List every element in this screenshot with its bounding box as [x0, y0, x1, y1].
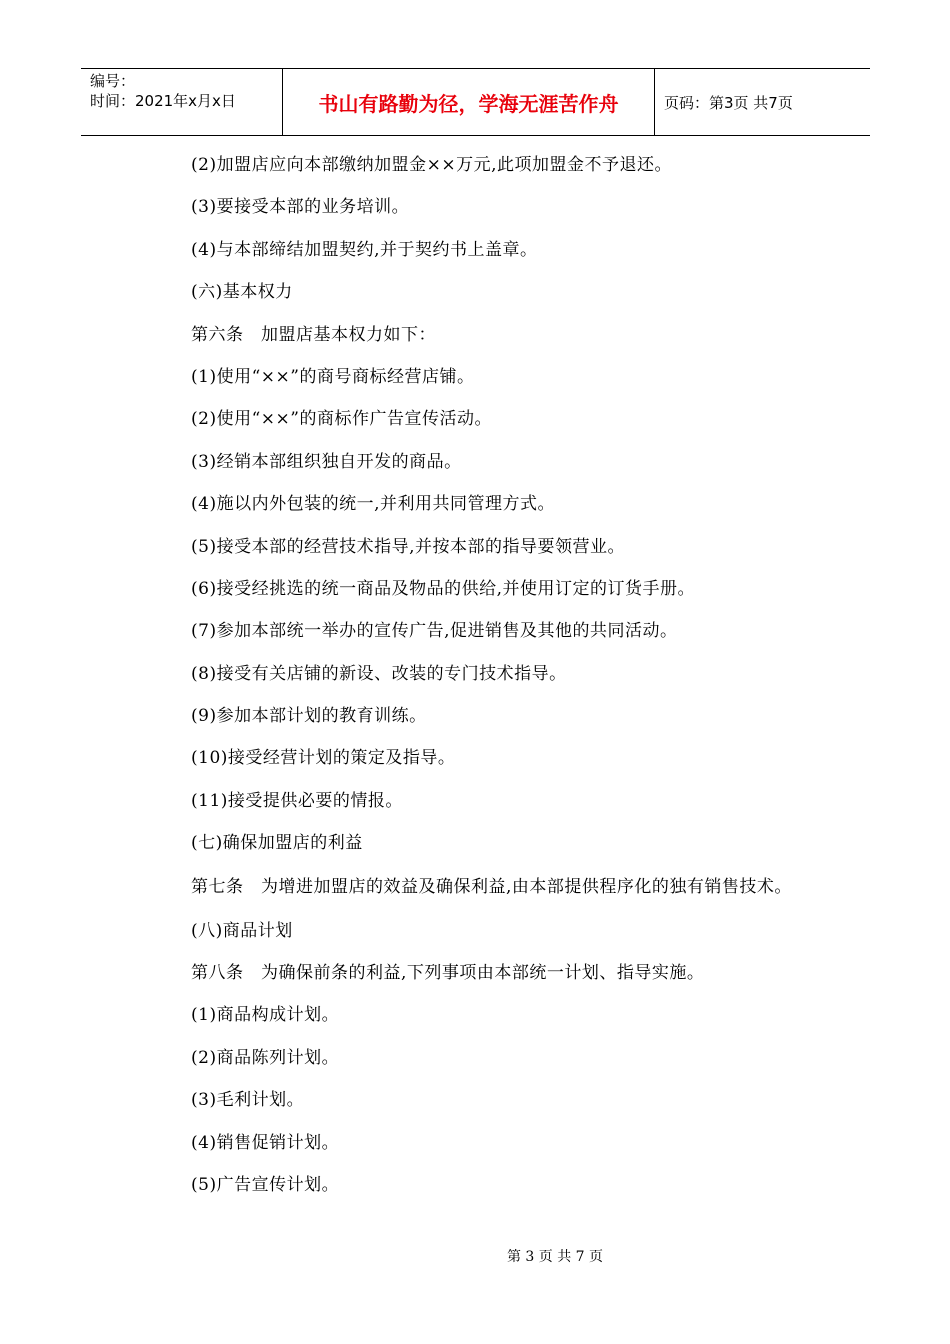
body-line: (1)商品构成计划。: [191, 1005, 340, 1026]
body-line: (2)使用“××”的商标作广告宣传活动。: [191, 409, 492, 430]
header-page-label: 页码：第3页 共7页: [664, 93, 793, 112]
page-footer: 第 3 页 共 7 页: [506, 1249, 604, 1265]
header-meta-cell: [81, 69, 283, 135]
header-motto: 书山有路勤为径，学海无涯苦作舟: [283, 69, 655, 135]
document-header: [81, 68, 870, 136]
body-line: (5)广告宣传计划。: [191, 1174, 340, 1195]
article-paragraph: 第七条 为增进加盟店的效益及确保利益,由本部提供程序化的独有销售技术。: [191, 876, 792, 897]
section-heading: (六)基本权力: [191, 282, 293, 303]
section-heading: (七)确保加盟店的利益: [191, 833, 363, 854]
body-line: (4)与本部缔结加盟契约,并于契约书上盖章。: [191, 239, 538, 260]
body-line: (2)商品陈列计划。: [191, 1047, 340, 1068]
body-line: (4)施以内外包装的统一,并利用共同管理方式。: [191, 494, 555, 515]
body-line: (1)使用“××”的商号商标经营店铺。: [191, 366, 475, 387]
body-line: (5)接受本部的经营技术指导,并按本部的指导要领营业。: [191, 536, 625, 557]
body-line: (3)毛利计划。: [191, 1090, 305, 1111]
body-line: (2)加盟店应向本部缴纳加盟金××万元,此项加盟金不予退还。: [191, 155, 672, 175]
document-body: [145, 150, 825, 1212]
article-line: 第六条 加盟店基本权力如下：: [191, 324, 436, 345]
body-line: (10)接受经营计划的策定及指导。: [191, 748, 456, 769]
body-line: (7)参加本部统一举办的宣传广告,促进销售及其他的共同活动。: [191, 621, 678, 642]
body-line: (4)销售促销计划。: [191, 1132, 340, 1153]
body-line: (6)接受经挑选的统一商品及物品的供给,并使用订定的订货手册。: [191, 578, 695, 599]
body-line: (9)参加本部计划的教育训练。: [191, 706, 427, 727]
body-line: (3)要接受本部的业务培训。: [191, 197, 410, 218]
section-heading: (八)商品计划: [191, 920, 293, 941]
document-time-label: 时间：2021年x月x日: [90, 92, 236, 110]
body-line: (11)接受提供必要的情报。: [191, 790, 403, 811]
document-number-label: 编号：: [90, 72, 136, 90]
body-line: (8)接受有关店铺的新设、改装的专门技术指导。: [191, 663, 567, 684]
article-line: 第八条 为确保前条的利益,下列事项由本部统一计划、指导实施。: [191, 963, 705, 984]
body-line: (3)经销本部组织独自开发的商品。: [191, 451, 462, 472]
